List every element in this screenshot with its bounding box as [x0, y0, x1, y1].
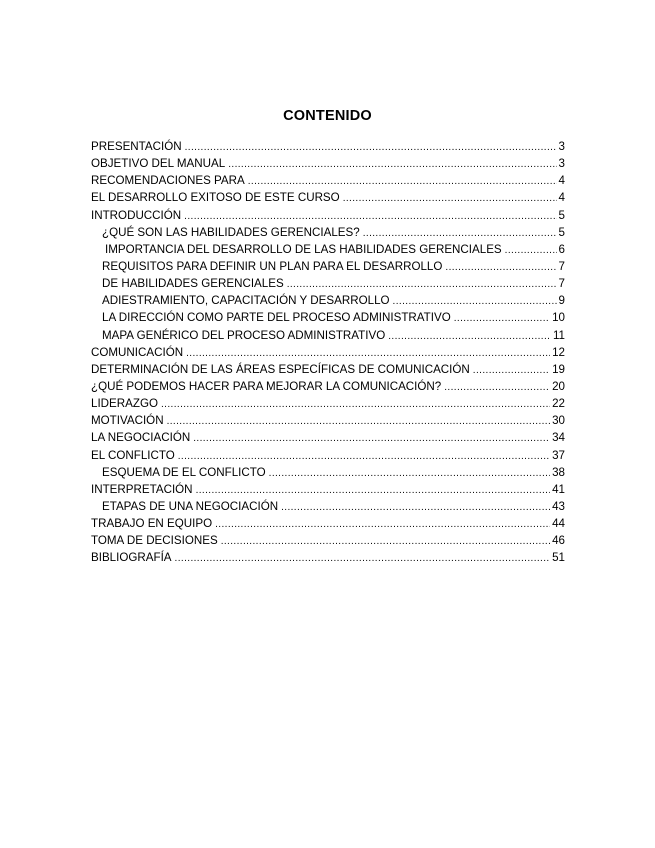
toc-entry-label: ETAPAS DE UNA NEGOCIACIÓN [102, 499, 279, 513]
toc-entry-label: OBJETIVO DEL MANUAL [91, 157, 226, 171]
toc-entry-page-number: 7 [558, 259, 565, 273]
toc-dot-leader [167, 412, 551, 430]
toc-entry[interactable] [91, 361, 565, 378]
toc-entry[interactable] [91, 344, 565, 361]
toc-entry-label: ¿QUÉ SON LAS HABILIDADES GERENCIALES? [102, 225, 360, 239]
toc-entry[interactable] [91, 498, 565, 515]
toc-entry-page-number: 41 [552, 482, 565, 496]
toc-entry[interactable] [91, 258, 565, 275]
toc-dot-leader [178, 447, 550, 465]
toc-entry-label: TRABAJO EN EQUIPO [91, 517, 213, 531]
toc-dot-leader [473, 361, 550, 379]
toc-entry-page-number: 6 [558, 242, 565, 256]
toc-entry[interactable] [91, 395, 565, 412]
toc-entry-label: EL CONFLICTO [91, 448, 175, 462]
toc-entry[interactable] [91, 189, 565, 206]
toc-dot-leader [287, 275, 557, 293]
toc-entry-label: TOMA DE DECISIONES [91, 534, 218, 548]
toc-dot-leader [281, 498, 550, 516]
toc-entry-page-number: 38 [552, 465, 565, 479]
toc-dot-leader [161, 395, 550, 413]
toc-entry-page-number: 43 [552, 499, 565, 513]
toc-entry[interactable] [91, 429, 565, 446]
toc-dot-leader [363, 224, 557, 242]
toc-entry-label: ESQUEMA DE EL CONFLICTO [102, 465, 266, 479]
toc-dot-leader [221, 532, 550, 550]
toc-entry-label: DE HABILIDADES GERENCIALES [102, 277, 284, 291]
toc-entry-page-number: 12 [552, 345, 565, 359]
toc-entry-label: EL DESARROLLO EXITOSO DE ESTE CURSO [91, 191, 340, 205]
toc-entry[interactable] [91, 327, 565, 344]
toc-title: CONTENIDO [283, 108, 372, 124]
toc-entry-page-number: 10 [552, 311, 565, 325]
toc-entry-page-number: 5 [558, 208, 565, 222]
toc-entry-page-number: 37 [552, 448, 565, 462]
toc-dot-leader [186, 344, 550, 362]
toc-entry[interactable] [91, 224, 565, 241]
toc-entry-page-number: 34 [552, 431, 565, 445]
toc-entry-label: BIBLIOGRAFÍA [91, 551, 172, 565]
toc-dot-leader [193, 429, 550, 447]
toc-entry[interactable] [91, 378, 565, 395]
toc-dot-leader [343, 189, 557, 207]
toc-entry-label: IMPORTANCIA DEL DESARROLLO DE LAS HABILIDADES GERENCIALES [105, 242, 502, 256]
toc-entry-page-number: 19 [552, 362, 565, 376]
toc-entry-page-number: 51 [552, 551, 565, 565]
toc-dot-leader [184, 207, 556, 225]
toc-entry-page-number: 7 [558, 277, 565, 291]
toc-entry[interactable] [91, 207, 565, 224]
toc-entry[interactable] [91, 447, 565, 464]
toc-entry-page-number: 3 [558, 140, 565, 153]
toc-entry-label: LIDERAZGO [91, 397, 158, 411]
toc-entry-label: INTERPRETACIÓN [91, 482, 193, 496]
toc-entry-page-number: 9 [558, 294, 565, 308]
toc-entry-page-number: 46 [552, 534, 565, 548]
toc-dot-leader [185, 138, 557, 156]
toc-entry[interactable] [91, 549, 565, 566]
toc-entry-label: REQUISITOS PARA DEFINIR UN PLAN PARA EL DESARROLLO [102, 259, 443, 273]
toc-dot-leader [445, 258, 556, 276]
toc-dot-leader [269, 464, 550, 482]
toc-dot-leader [505, 241, 557, 259]
toc-entry-page-number: 22 [552, 397, 565, 411]
table-of-contents [91, 138, 565, 567]
toc-entry-page-number: 11 [552, 328, 565, 342]
toc-entry-page-number: 44 [552, 517, 565, 531]
toc-entry[interactable] [91, 481, 565, 498]
toc-entry-label: ¿QUÉ PODEMOS HACER PARA MEJORAR LA COMUNICACIÓN? [91, 379, 442, 393]
toc-dot-leader [248, 172, 557, 190]
toc-entry-label: LA DIRECCIÓN COMO PARTE DEL PROCESO ADMINISTRATIVO [102, 311, 451, 325]
toc-dot-leader [228, 155, 556, 173]
toc-entry[interactable] [91, 138, 565, 155]
toc-entry[interactable] [91, 241, 565, 258]
toc-entry[interactable] [91, 532, 565, 549]
toc-entry-page-number: 5 [558, 225, 565, 239]
toc-entry-page-number: 4 [558, 191, 565, 205]
toc-dot-leader [444, 378, 550, 396]
toc-dot-leader [196, 481, 551, 499]
toc-dot-leader [393, 292, 557, 310]
toc-dot-leader [215, 515, 550, 533]
toc-entry-page-number: 20 [552, 379, 565, 393]
toc-entry-label: DETERMINACIÓN DE LAS ÁREAS ESPECÍFICAS DE COMUNICACIÓN [91, 362, 470, 376]
toc-entry-label: ADIESTRAMIENTO, CAPACITACIÓN Y DESARROLLO [102, 294, 390, 308]
toc-dot-leader [175, 549, 551, 567]
toc-entry[interactable] [91, 275, 565, 292]
toc-entry[interactable] [91, 515, 565, 532]
toc-entry-label: COMUNICACIÓN [91, 345, 184, 359]
toc-entry-label: MOTIVACIÓN [91, 414, 164, 428]
toc-entry-label: INTRODUCCIÓN [91, 208, 182, 222]
toc-entry[interactable] [91, 172, 565, 189]
toc-entry[interactable] [91, 464, 565, 481]
toc-entry-label: PRESENTACIÓN [91, 140, 182, 153]
toc-dot-leader [388, 327, 551, 345]
toc-entry-label: MAPA GENÉRICO DEL PROCESO ADMINISTRATIVO [102, 328, 386, 342]
toc-dot-leader [454, 309, 550, 327]
toc-entry[interactable] [91, 292, 565, 309]
toc-entry[interactable] [91, 309, 565, 326]
toc-entry-label: RECOMENDACIONES PARA [91, 174, 245, 188]
toc-entry[interactable] [91, 155, 565, 172]
toc-entry-label: LA NEGOCIACIÓN [91, 431, 191, 445]
toc-entry-page-number: 4 [558, 174, 565, 188]
toc-entry-page-number: 3 [558, 157, 565, 171]
toc-entry-page-number: 30 [552, 414, 565, 428]
toc-entry[interactable] [91, 412, 565, 429]
